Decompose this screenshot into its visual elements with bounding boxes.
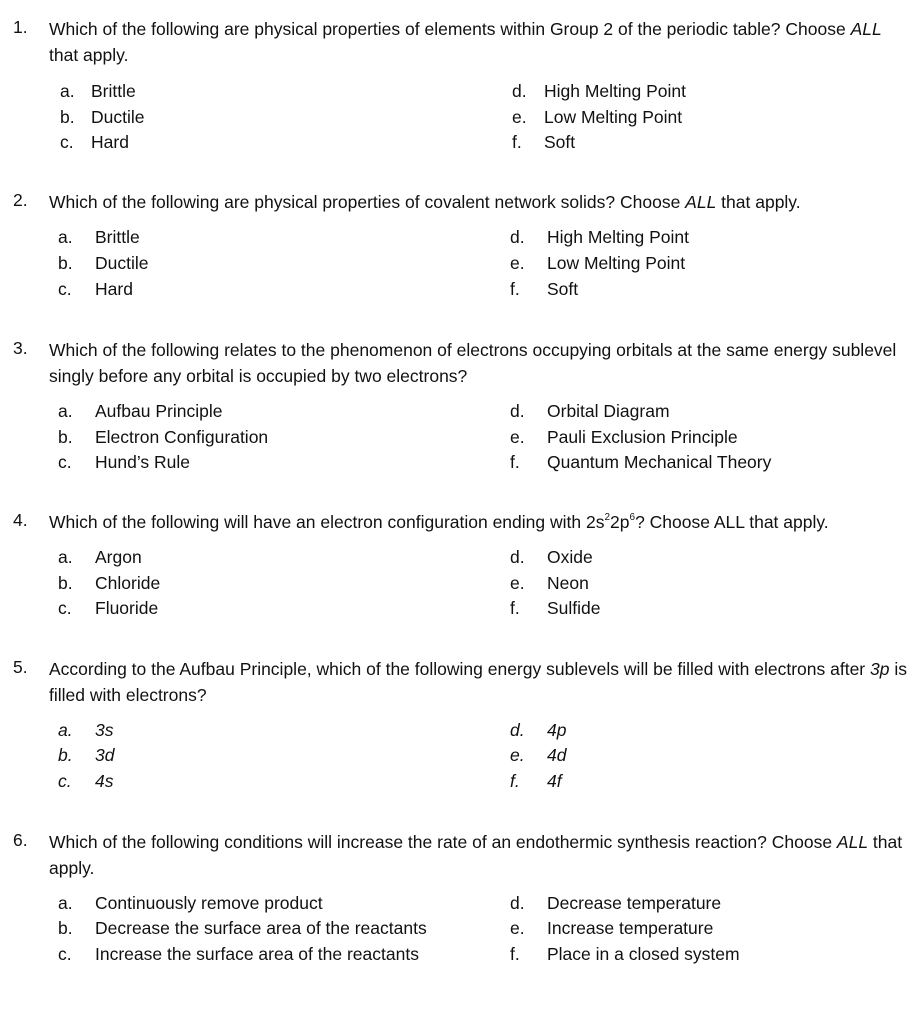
option-d: d. Oxide <box>510 547 593 567</box>
option-c: c. Hard <box>60 132 129 152</box>
option-f: f. Quantum Mechanical Theory <box>510 452 772 472</box>
option-a: a. Brittle <box>60 81 136 101</box>
option-d: d. 4p <box>510 720 567 740</box>
option-f: f. Soft <box>512 132 576 152</box>
option-d: d. High Melting Point <box>510 227 690 247</box>
option-f: f. Place in a closed system <box>510 944 740 964</box>
question-number: 4. <box>13 510 28 530</box>
question-text: Which of the following are physical properties of covalent network solids? Choose ALL that apply. <box>49 192 801 212</box>
option-e: e. Low Melting Point <box>512 107 683 127</box>
question-number: 2. <box>13 190 28 210</box>
option-d: d. Decrease temperature <box>510 893 722 913</box>
option-e: e. Increase temperature <box>510 918 714 938</box>
question-number: 3. <box>13 338 28 358</box>
question-text: Which of the following conditions will increase the rate of an endothermic synthesis reaction? Choose ALL that apply. <box>49 832 903 878</box>
option-f: f. Sulfide <box>510 598 601 618</box>
question-number: 5. <box>13 657 28 677</box>
option-e: e. 4d <box>510 745 567 765</box>
question-text: According to the Aufbau Principle, which of the following energy sublevels will be filled with electrons after 3p is filled with electrons? <box>49 659 907 705</box>
option-d: d. High Melting Point <box>512 81 687 101</box>
option-b: b. Ductile <box>60 107 145 127</box>
option-b: b. Decrease the surface area of the reactants <box>58 918 427 938</box>
option-b: b. 3d <box>58 745 115 765</box>
option-c: c. 4s <box>58 771 114 791</box>
option-e: e. Pauli Exclusion Principle <box>510 427 738 447</box>
option-a: a. Aufbau Principle <box>58 401 223 421</box>
option-f: f. Soft <box>510 279 579 299</box>
option-b: b. Electron Configuration <box>58 427 269 447</box>
option-c: c. Hund’s Rule <box>58 452 191 472</box>
option-a: a. Argon <box>58 547 142 567</box>
option-b: b. Chloride <box>58 573 161 593</box>
option-c: c. Increase the surface area of the reactants <box>58 944 419 964</box>
option-c: c. Hard <box>58 279 133 299</box>
option-d: d. Orbital Diagram <box>510 401 670 421</box>
option-a: a. 3s <box>58 720 114 740</box>
question-text: Which of the following will have an electron configuration ending with $2s^22p^6$? Choose ALL that apply. <box>49 512 829 532</box>
option-b: b. Ductile <box>58 253 149 273</box>
option-e: e. Low Melting Point <box>510 253 686 273</box>
option-f: f. 4f <box>510 771 562 791</box>
option-a: a. Brittle <box>58 227 140 247</box>
question-number: 6. <box>13 830 28 850</box>
question-number: 1. <box>13 17 28 37</box>
option-a: a. Continuously remove product <box>58 893 323 913</box>
question-text: Which of the following are physical properties of elements within Group 2 of the periodic table? Choose ALL that apply. <box>49 19 882 65</box>
option-c: c. Fluoride <box>58 598 159 618</box>
option-e: e. Neon <box>510 573 589 593</box>
question-text: Which of the following relates to the phenomenon of electrons occupying orbitals at the same energy sublevel singly before any orbital is occupied by two electrons? <box>49 340 897 386</box>
